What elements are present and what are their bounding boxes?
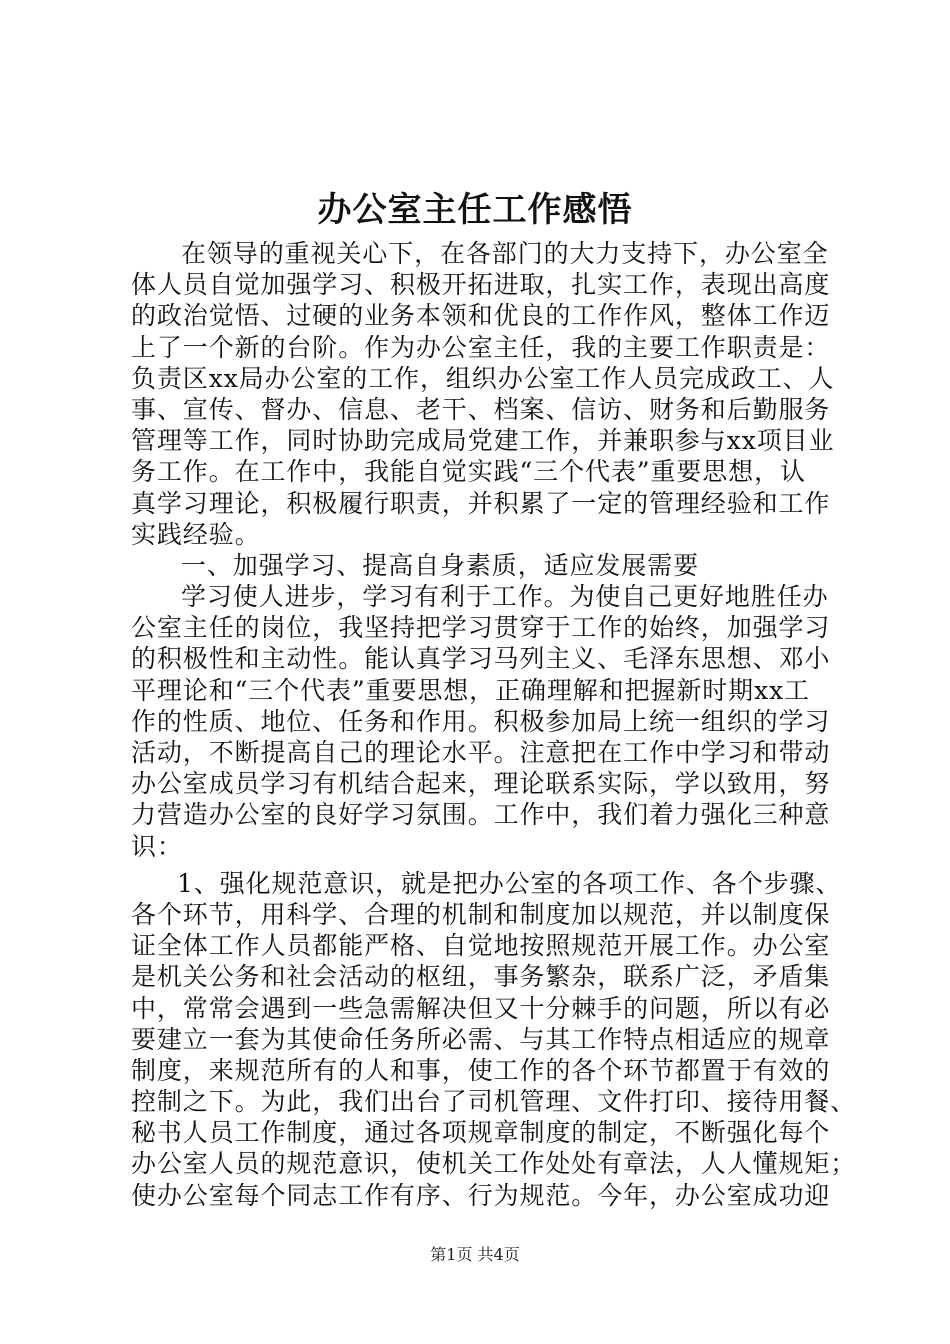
text-line: 办公室人员的规范意识，使机关工作处处有章法，人人懂规矩；	[131, 1149, 857, 1179]
text-line: 平理论和“三个代表”重要思想，正确理解和把握新时期xx工	[131, 675, 810, 705]
text-line: 秘书人员工作制度，通过各项规章制度的制定，不断强化每个	[131, 1118, 831, 1148]
text-line: 的积极性和主动性。能认真学习马列主义、毛泽东思想、邓小	[131, 644, 831, 674]
text-line: 体人员自觉加强学习、积极开拓进取，扎实工作，表现出高度	[131, 270, 831, 300]
text-line: 公室主任的岗位，我坚持把学习贯穿于工作的始终，加强学习	[131, 613, 831, 643]
page-footer: 第1页 共4页	[430, 1245, 520, 1264]
text-line: 识：	[131, 831, 183, 861]
text-line: 使办公室每个同志工作有序、行为规范。今年，办公室成功迎	[131, 1180, 831, 1210]
text-line: 是机关公务和社会活动的枢纽，事务繁杂，联系广泛，矛盾集	[131, 962, 831, 992]
text-line: 管理等工作，同时协助完成局党建工作，并兼职参与xx项目业	[131, 426, 835, 456]
section-heading: 一、加强学习、提高自身素质，适应发展需要	[181, 550, 700, 580]
text-line: 事、宣传、督办、信息、老干、档案、信访、财务和后勤服务	[131, 394, 831, 424]
text-line: 真学习理论，积极履行职责，并积累了一定的管理经验和工作	[131, 488, 831, 518]
text-line: 力营造办公室的良好学习氛围。工作中，我们着力强化三种意	[131, 800, 831, 830]
text-line: 各个环节，用科学、合理的机制和制度加以规范，并以制度保	[131, 899, 831, 929]
document-body	[131, 238, 857, 1211]
text-line: 控制之下。为此，我们出台了司机管理、文件打印、接待用餐、	[131, 1087, 857, 1117]
text-line: 负责区xx局办公室的工作，组织办公室工作人员完成政工、人	[131, 363, 835, 393]
text-line: 中，常常会遇到一些急需解决但又十分棘手的问题，所以有必	[131, 993, 831, 1023]
text-line: 在领导的重视关心下，在各部门的大力支持下，办公室全	[181, 239, 829, 268]
text-line: 上了一个新的台阶。作为办公室主任，我的主要工作职责是：	[131, 332, 831, 362]
text-line: 制度，来规范所有的人和事，使工作的各个环节都置于有效的	[131, 1055, 831, 1085]
text-line: 实践经验。	[131, 519, 261, 549]
text-line: 的政治觉悟、过硬的业务本领和优良的工作作风，整体工作迈	[131, 301, 831, 331]
document-title: 办公室主任工作感悟	[317, 190, 633, 230]
text-line: 学习使人进步，学习有利于工作。为使自己更好地胜任办	[181, 582, 829, 612]
text-line: 务工作。在工作中，我能自觉实践“三个代表”重要思想，认	[131, 457, 806, 487]
text-line: 作的性质、地位、任务和作用。积极参加局上统一组织的学习	[131, 706, 831, 736]
text-line: 办公室成员学习有机结合起来，理论联系实际，学以致用，努	[131, 769, 831, 799]
text-line: 活动，不断提高自己的理论水平。注意把在工作中学习和带动	[131, 738, 831, 767]
text-line: 1、强化规范意识，就是把办公室的各项工作、各个步骤、	[177, 868, 842, 898]
text-line: 证全体工作人员都能严格、自觉地按照规范开展工作。办公室	[131, 931, 831, 961]
text-line: 要建立一套为其使命任务所必需、与其工作特点相适应的规章	[131, 1024, 831, 1054]
